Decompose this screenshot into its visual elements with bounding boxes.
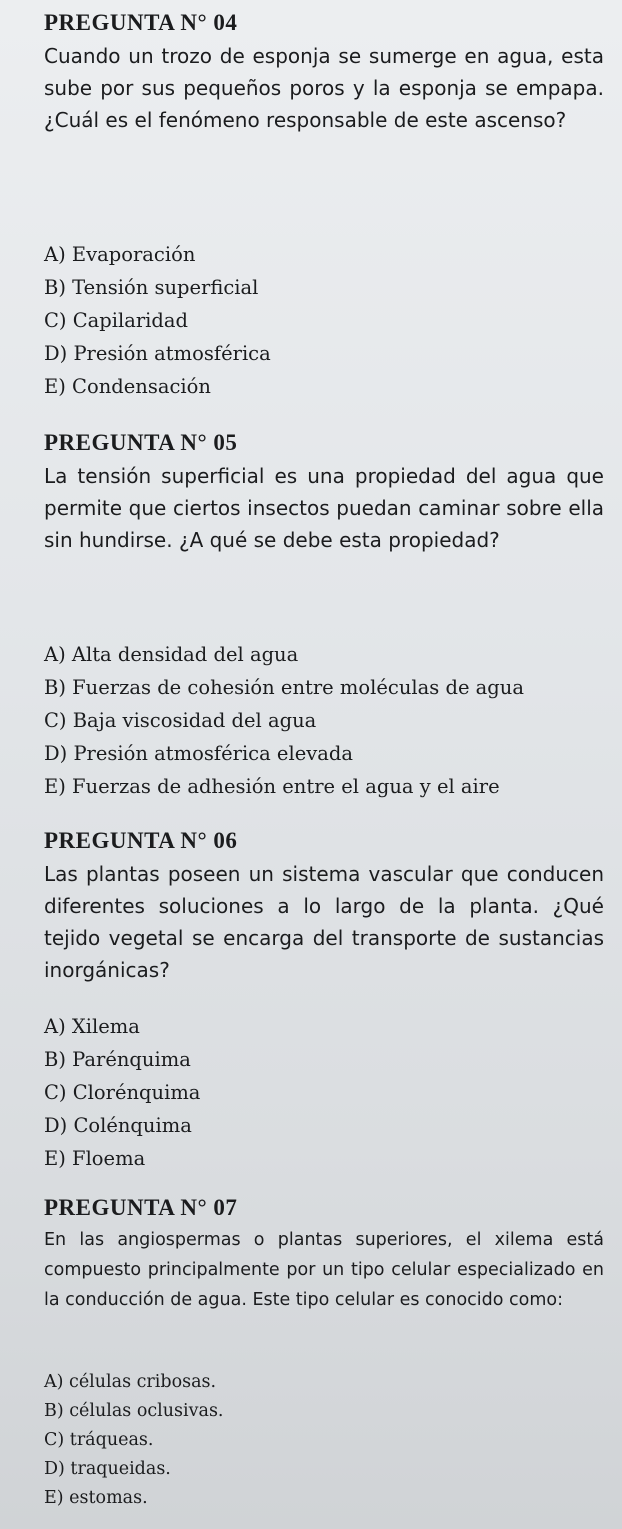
question-05 xyxy=(44,430,604,556)
option-b[interactable]: B) células oclusivas. xyxy=(44,1401,224,1421)
option-b[interactable]: B) Parénquima xyxy=(44,1048,191,1071)
option-d[interactable]: D) Presión atmosférica elevada xyxy=(44,742,353,765)
option-d[interactable]: D) Presión atmosférica xyxy=(44,342,271,365)
option-a[interactable]: A) Xilema xyxy=(44,1015,140,1038)
question-06 xyxy=(44,828,604,986)
question-heading: PREGUNTA N° 06 xyxy=(44,828,238,853)
option-c[interactable]: C) Capilaridad xyxy=(44,309,189,332)
question-text: En las angiospermas o plantas superiores, el xilema está compuesto principalmente por un tipo celular especializado en la conducción de agua. Este tipo celular es conocido como: xyxy=(44,1230,604,1310)
question-text: Las plantas poseen un sistema vascular que conducen diferentes soluciones a lo largo de la planta. ¿Qué tejido vegetal se encarga del transporte de sustancias inorgánicas? xyxy=(44,862,604,982)
option-e[interactable]: E) estomas. xyxy=(44,1488,148,1508)
options-list xyxy=(44,1010,200,1175)
option-a[interactable]: A) células cribosas. xyxy=(44,1372,217,1392)
question-text: Cuando un trozo de esponja se sumerge en agua, esta sube por sus pequeños poros y la esponja se empapa. ¿Cuál es el fenómeno responsable de este ascenso? xyxy=(44,44,604,132)
option-b[interactable]: B) Tensión superficial xyxy=(44,276,259,299)
option-e[interactable]: E) Floema xyxy=(44,1147,146,1170)
option-a[interactable]: A) Alta densidad del agua xyxy=(44,643,299,666)
question-heading: PREGUNTA N° 05 xyxy=(44,430,238,455)
question-text: La tensión superficial es una propiedad del agua que permite que ciertos insectos puedan caminar sobre ella sin hundirse. ¿A qué se debe esta propiedad? xyxy=(44,464,604,552)
option-c[interactable]: C) Clorénquima xyxy=(44,1081,201,1104)
option-e[interactable]: E) Fuerzas de adhesión entre el agua y el aire xyxy=(44,775,500,798)
option-a[interactable]: A) Evaporación xyxy=(44,243,196,266)
question-heading: PREGUNTA N° 04 xyxy=(44,10,238,35)
question-heading: PREGUNTA N° 07 xyxy=(44,1195,238,1220)
question-07 xyxy=(44,1195,604,1315)
option-e[interactable]: E) Condensación xyxy=(44,375,211,398)
option-c[interactable]: C) Baja viscosidad del agua xyxy=(44,709,317,732)
question-04 xyxy=(44,10,604,136)
options-list xyxy=(44,638,524,803)
option-b[interactable]: B) Fuerzas de cohesión entre moléculas de agua xyxy=(44,676,524,699)
option-d[interactable]: D) traqueidas. xyxy=(44,1459,171,1479)
option-d[interactable]: D) Colénquima xyxy=(44,1114,192,1137)
options-list xyxy=(44,238,271,403)
options-list xyxy=(44,1368,224,1513)
option-c[interactable]: C) tráqueas. xyxy=(44,1430,154,1450)
